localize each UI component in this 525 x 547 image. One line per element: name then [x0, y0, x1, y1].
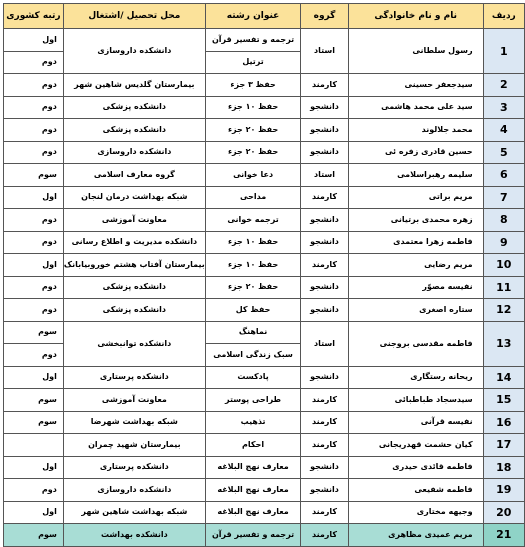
- place-cell: دانشکده پزشکی: [63, 96, 205, 119]
- group-cell: دانشجو: [301, 276, 348, 299]
- field-title: مداحی: [205, 186, 301, 209]
- field-title: پادکست: [205, 366, 301, 389]
- group-cell: استاد: [301, 164, 348, 187]
- rank-cell: دوم: [4, 96, 64, 119]
- field-title: حفظ ۲۰ جزء: [205, 276, 301, 299]
- table-row: [4, 501, 525, 524]
- field-title: ترجمه و تفسیر قرآن: [205, 29, 301, 52]
- row-number: 13: [483, 321, 524, 366]
- place-cell: معاونت آموزشی: [63, 209, 205, 232]
- table-row: [4, 29, 525, 52]
- group-cell: دانشجو: [301, 141, 348, 164]
- header-title: عنوان رشته: [205, 4, 301, 29]
- row-number: 5: [483, 141, 524, 164]
- header-num: ردیف: [483, 4, 524, 29]
- table-row: [4, 254, 525, 277]
- group-cell: کارمند: [301, 389, 348, 412]
- group-cell: دانشجو: [301, 209, 348, 232]
- table-row: [4, 96, 525, 119]
- rank-cell: سوم: [4, 389, 64, 412]
- rank-cell: اول: [4, 29, 64, 52]
- field-title: طراحی پوستر: [205, 389, 301, 412]
- group-cell: کارمند: [301, 74, 348, 97]
- table-row: [4, 141, 525, 164]
- rank-cell: سوم: [4, 164, 64, 187]
- person-name: رسول سلطانی: [348, 29, 483, 74]
- field-title: حفظ کل: [205, 299, 301, 322]
- row-number: 1: [483, 29, 524, 74]
- table-row: [4, 411, 525, 434]
- group-cell: دانشجو: [301, 231, 348, 254]
- row-number: 7: [483, 186, 524, 209]
- row-number: 8: [483, 209, 524, 232]
- table-row: [4, 74, 525, 97]
- field-title: دعا خوانی: [205, 164, 301, 187]
- table-row: [4, 164, 525, 187]
- table-row: [4, 456, 525, 479]
- rank-cell: سوم: [4, 321, 64, 344]
- place-cell: بیمارستان گلدیس شاهین شهر: [63, 74, 205, 97]
- field-title: ترجمه خوانی: [205, 209, 301, 232]
- table-body: [4, 29, 525, 547]
- table-header-row: [4, 4, 525, 29]
- table-row: [4, 276, 525, 299]
- rank-cell: اول: [4, 456, 64, 479]
- table-row: [4, 209, 525, 232]
- table-row: [4, 434, 525, 457]
- place-cell: دانشکده داروسازی: [63, 29, 205, 74]
- place-cell: شبکه بهداشت شهرضا: [63, 411, 205, 434]
- rank-cell: دوم: [4, 209, 64, 232]
- person-name: سیدجعفر حسینی: [348, 74, 483, 97]
- person-name: ستاره اصغری: [348, 299, 483, 322]
- person-name: نفیسه قرآنی: [348, 411, 483, 434]
- rank-cell: دوم: [4, 74, 64, 97]
- group-cell: کارمند: [301, 411, 348, 434]
- rank-cell: سوم: [4, 411, 64, 434]
- table-row: [4, 524, 525, 547]
- row-number: 2: [483, 74, 524, 97]
- place-cell: بیمارستان آفتاب هشتم خوروبیابانک: [63, 254, 205, 277]
- group-cell: دانشجو: [301, 119, 348, 142]
- place-cell: دانشکده پزشکی: [63, 276, 205, 299]
- row-number: 17: [483, 434, 524, 457]
- row-number: 6: [483, 164, 524, 187]
- person-name: محمد جلالوند: [348, 119, 483, 142]
- group-cell: استاد: [301, 321, 348, 366]
- field-title: معارف نهج البلاغه: [205, 479, 301, 502]
- place-cell: دانشکده پرستاری: [63, 456, 205, 479]
- place-cell: دانشکده بهداشت: [63, 524, 205, 547]
- row-number: 19: [483, 479, 524, 502]
- table-row: [4, 321, 525, 344]
- group-cell: دانشجو: [301, 456, 348, 479]
- field-title: ترجمه و تفسیر قرآن: [205, 524, 301, 547]
- rank-cell: اول: [4, 254, 64, 277]
- rank-cell: دوم: [4, 299, 64, 322]
- field-title: تذهیب: [205, 411, 301, 434]
- field-title: حفظ ۱۰ جزء: [205, 254, 301, 277]
- row-number: 3: [483, 96, 524, 119]
- place-cell: دانشکده مدیریت و اطلاع رسانی: [63, 231, 205, 254]
- field-title: احکام: [205, 434, 301, 457]
- group-cell: کارمند: [301, 186, 348, 209]
- person-name: فاطمه قائدی حیدری: [348, 456, 483, 479]
- place-cell: شبکه بهداشت شاهین شهر: [63, 501, 205, 524]
- rank-cell: دوم: [4, 344, 64, 367]
- table-row: [4, 231, 525, 254]
- results-table-container: [3, 3, 525, 547]
- field-title: حفظ ۱۰ جزء: [205, 96, 301, 119]
- person-name: مریم عمیدی مظاهری: [348, 524, 483, 547]
- person-name: سید علی محمد هاشمی: [348, 96, 483, 119]
- header-place: محل تحصیل /اشتغال: [63, 4, 205, 29]
- place-cell: معاونت آموزشی: [63, 389, 205, 412]
- field-title: سبک زندگی اسلامی: [205, 344, 301, 367]
- place-cell: شبکه بهداشت درمان لنجان: [63, 186, 205, 209]
- rank-cell: اول: [4, 186, 64, 209]
- person-name: نفیسه مصوّر: [348, 276, 483, 299]
- field-title: ترتیل: [205, 51, 301, 74]
- rank-cell: دوم: [4, 141, 64, 164]
- rank-cell: دوم: [4, 51, 64, 74]
- place-cell: دانشکده پرستاری: [63, 366, 205, 389]
- person-name: حسین قادری زفره ئی: [348, 141, 483, 164]
- table-row: [4, 299, 525, 322]
- results-table: [3, 3, 525, 547]
- person-name: کیان حشمت قهدریجانی: [348, 434, 483, 457]
- rank-cell: سوم: [4, 524, 64, 547]
- header-name: نام و نام خانوادگی: [348, 4, 483, 29]
- group-cell: کارمند: [301, 524, 348, 547]
- person-name: مریم براتی: [348, 186, 483, 209]
- person-name: سیدسجاد طباطبائی: [348, 389, 483, 412]
- table-row: [4, 186, 525, 209]
- person-name: فاطمه مقدسی بروجنی: [348, 321, 483, 366]
- place-cell: دانشکده پزشکی: [63, 299, 205, 322]
- row-number: 4: [483, 119, 524, 142]
- field-title: معارف نهج البلاغه: [205, 456, 301, 479]
- rank-cell: دوم: [4, 231, 64, 254]
- place-cell: دانشکده پزشکی: [63, 119, 205, 142]
- row-number: 9: [483, 231, 524, 254]
- group-cell: کارمند: [301, 254, 348, 277]
- person-name: سلیمه رهبراسلامی: [348, 164, 483, 187]
- group-cell: استاد: [301, 29, 348, 74]
- person-name: مریم رضایی: [348, 254, 483, 277]
- person-name: فاطمه شفیعی: [348, 479, 483, 502]
- table-row: [4, 389, 525, 412]
- group-cell: کارمند: [301, 501, 348, 524]
- rank-cell: دوم: [4, 119, 64, 142]
- row-number: 11: [483, 276, 524, 299]
- row-number: 21: [483, 524, 524, 547]
- table-row: [4, 479, 525, 502]
- group-cell: دانشجو: [301, 366, 348, 389]
- rank-cell: اول: [4, 366, 64, 389]
- row-number: 20: [483, 501, 524, 524]
- field-title: حفظ ۲۰ جزء: [205, 141, 301, 164]
- person-name: فاطمه زهرا معتمدی: [348, 231, 483, 254]
- field-title: حفظ ۱۰ جزء: [205, 231, 301, 254]
- place-cell: بیمارستان شهید چمران: [63, 434, 205, 457]
- header-rank: رتبه کشوری: [4, 4, 64, 29]
- place-cell: دانشکده داروسازی: [63, 141, 205, 164]
- place-cell: گروه معارف اسلامی: [63, 164, 205, 187]
- place-cell: دانشکده داروسازی: [63, 479, 205, 502]
- field-title: حفظ ۳ جزء: [205, 74, 301, 97]
- group-cell: کارمند: [301, 434, 348, 457]
- rank-cell: اول: [4, 501, 64, 524]
- row-number: 14: [483, 366, 524, 389]
- group-cell: دانشجو: [301, 299, 348, 322]
- field-title: معارف نهج البلاغه: [205, 501, 301, 524]
- person-name: وجیهه مختاری: [348, 501, 483, 524]
- rank-cell: دوم: [4, 479, 64, 502]
- rank-cell: دوم: [4, 276, 64, 299]
- person-name: زهره محمدی برتیانی: [348, 209, 483, 232]
- rank-cell: [4, 434, 64, 457]
- row-number: 10: [483, 254, 524, 277]
- field-title: نماهنگ: [205, 321, 301, 344]
- group-cell: دانشجو: [301, 479, 348, 502]
- row-number: 16: [483, 411, 524, 434]
- row-number: 12: [483, 299, 524, 322]
- group-cell: دانشجو: [301, 96, 348, 119]
- table-row: [4, 366, 525, 389]
- header-group: گروه: [301, 4, 348, 29]
- table-row: [4, 119, 525, 142]
- row-number: 15: [483, 389, 524, 412]
- place-cell: دانشکده توانبخشی: [63, 321, 205, 366]
- field-title: حفظ ۲۰ جزء: [205, 119, 301, 142]
- row-number: 18: [483, 456, 524, 479]
- person-name: ریحانه رستگاری: [348, 366, 483, 389]
